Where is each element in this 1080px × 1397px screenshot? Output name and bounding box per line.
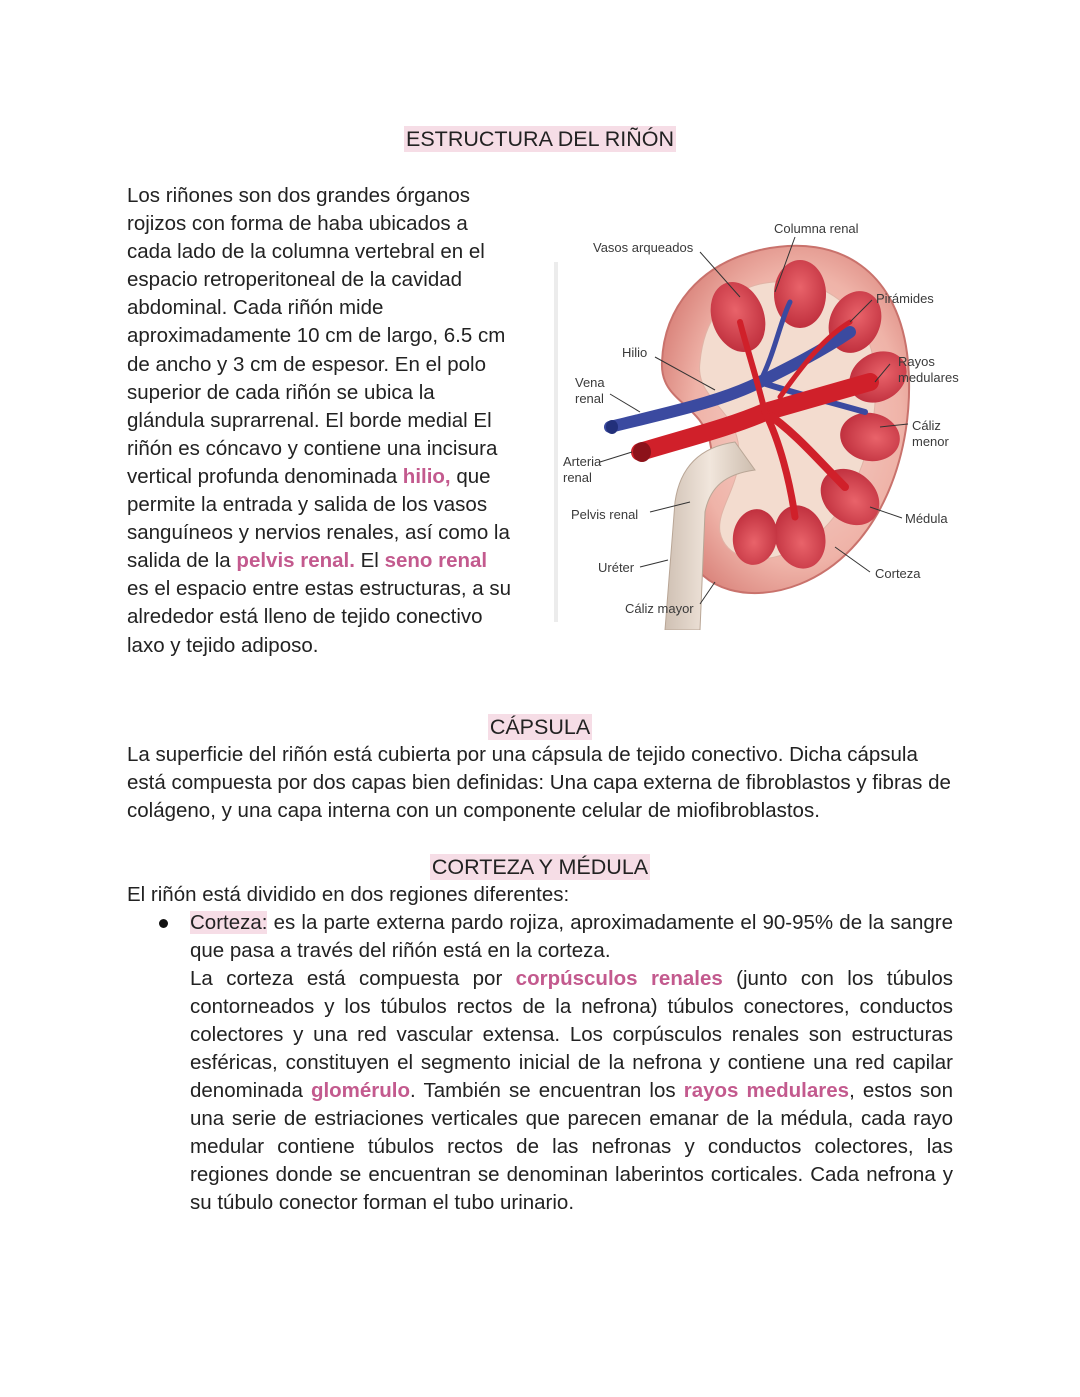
label-medulares: medulares: [898, 370, 959, 385]
corteza-heading: CORTEZA Y MÉDULA: [431, 855, 649, 879]
label-caliz-mayor: Cáliz mayor: [625, 601, 694, 616]
list-item: [127, 909, 953, 1217]
label-arteria: Arteria: [563, 454, 602, 469]
label-menor: menor: [912, 434, 949, 449]
bullet-icon: [159, 919, 168, 928]
label-corteza: Corteza: [875, 566, 921, 581]
rayos-term: rayos medulares: [683, 1079, 850, 1102]
vein-cut: [606, 420, 618, 434]
hilio-term: hilio,: [402, 464, 451, 488]
detail-text: La corteza está compuesta por: [190, 967, 516, 990]
capsula-paragraph: La superficie del riñón está cubierta por una cápsula de tejido conectivo. Dicha cápsula está compuesta por dos capas bien definidas: Una capa externa de fibroblastos y fibras de colágeno, y una capa interna con un componente celular de miofibroblastos.: [127, 743, 951, 822]
intro-text: El: [354, 549, 385, 573]
item-text: es la parte externa pardo rojiza, aproximadamente el 90-95% de la sangre que pasa a través del riñón está en la corteza.: [190, 911, 953, 962]
label-ureter: Uréter: [598, 560, 635, 575]
capsula-heading: CÁPSULA: [489, 715, 591, 739]
figure-edge: [554, 262, 558, 622]
kidney-diagram: [550, 212, 970, 630]
label-columna-renal: Columna renal: [774, 221, 859, 236]
label-pelvis-renal: Pelvis renal: [571, 507, 639, 522]
page-title: ESTRUCTURA DEL RIÑÓN: [406, 127, 674, 151]
corteza-lead: El riñón está dividido en dos regiones diferentes:: [127, 883, 570, 906]
label-piramides: Pirámides: [876, 291, 934, 306]
corpusculos-term: corpúsculos renales: [515, 967, 723, 990]
intro-text: que permite la entrada y salida de los vasos sanguíneos y nervios renales, así como la salida de la: [127, 464, 510, 573]
seno-renal-term: seno renal: [384, 549, 488, 573]
detail-text: (junto con los túbulos contorneados y los túbulos rectos de la nefrona) túbulos conectores, conductos colectores y una red vascular extensa. Los corpúsculos renales son estructuras esféricas, constituyen el segmento inicial de la nefrona y contiene una red capilar denominada: [190, 967, 953, 1102]
regions-list: [127, 909, 953, 1217]
pelvis-renal-term: pelvis renal.: [236, 549, 355, 573]
label-vena-renal: renal: [575, 391, 604, 406]
label-vena: Vena: [575, 375, 605, 390]
glomerulo-term: glomérulo: [310, 1079, 411, 1102]
detail-text: , estos son una serie de estriaciones verticales que parecen emanar de la médula, cada rayo medular contiene túbulos rectos de las nefronas y conductos colectores, las regiones donde se encuentran se denominan laberintos corticales. Cada nefrona y su túbulo conector forman el tubo urinario.: [190, 1079, 953, 1214]
corteza-detail: [190, 965, 953, 1217]
label-caliz: Cáliz: [912, 418, 941, 433]
label-medula: Médula: [905, 511, 948, 526]
label-rayos: Rayos: [898, 354, 935, 369]
intro-text: Los riñones son dos grandes órganos rojizos con forma de haba ubicados a cada lado de la columna vertebral en el espacio retroperitoneal de la cavidad abdominal. Cada riñón mide aproximadamente 10 cm de largo, 6.5 cm de ancho y 3 cm de espesor. En el polo superior de cada riñón se ubica la glándula suprarrenal. El borde medial El riñón es cóncavo y contiene una incisura vertical profunda denominada: [127, 184, 506, 488]
artery-cut: [633, 442, 651, 462]
label-vasos-arqueados: Vasos arqueados: [593, 240, 694, 255]
detail-text: . También se encuentran los: [410, 1079, 684, 1102]
intro-paragraph: [127, 182, 512, 660]
item-label: Corteza:: [190, 911, 268, 934]
label-hilio: Hilio: [622, 345, 648, 360]
label-arteria-renal: renal: [563, 470, 592, 485]
intro-text: es el espacio entre estas estructuras, a su alrededor está lleno de tejido conectivo laxo y tejido adiposo.: [127, 577, 512, 657]
kidney-illustration: [550, 212, 970, 630]
